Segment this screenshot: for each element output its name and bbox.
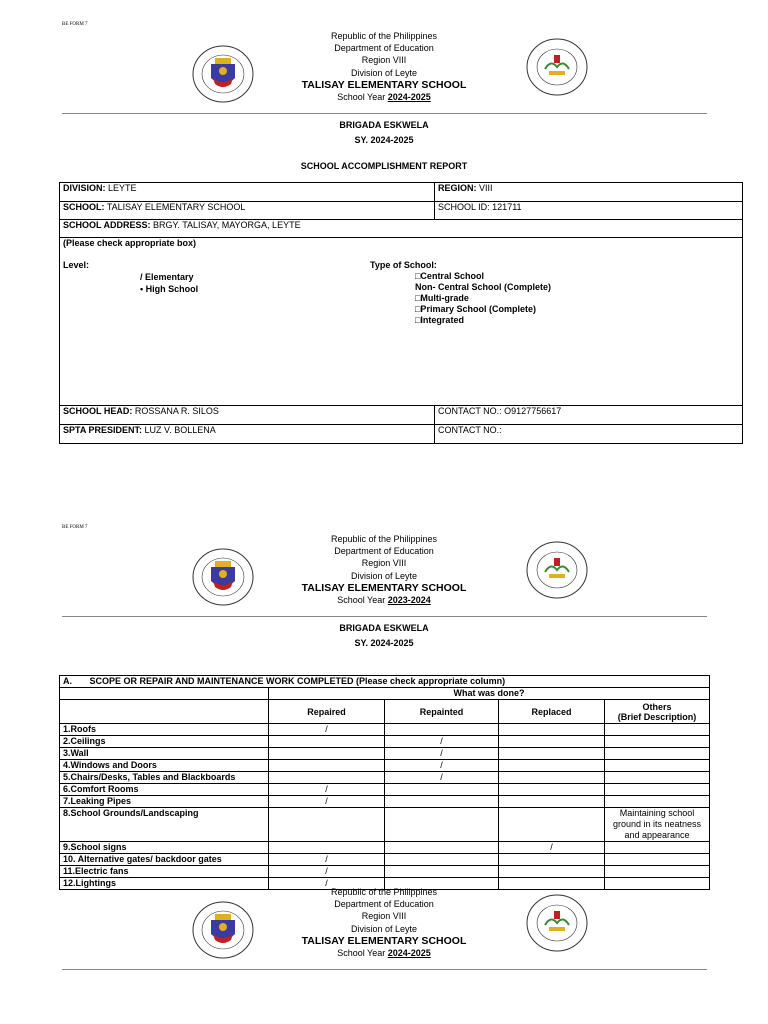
cell-repaired	[269, 760, 385, 772]
address-value: BRGY. TALISAY, MAYORGA, LEYTE	[150, 220, 301, 230]
page-header	[274, 886, 494, 959]
header-line: Division of Leyte	[350, 67, 418, 78]
division-label: DIVISION:	[63, 183, 106, 193]
header-line: Republic of the Philippines	[330, 534, 438, 544]
cell-repaired	[269, 748, 385, 760]
cell-repaired: /	[269, 724, 385, 736]
school-label: SCHOOL:	[63, 202, 105, 212]
cell-replaced	[499, 772, 605, 784]
header-line: Republic of the Philippines	[330, 887, 438, 897]
cell-others	[605, 878, 710, 890]
cell-item: 2.Ceilings	[60, 736, 269, 748]
division-value: LEYTE	[105, 183, 137, 193]
header-school-year	[274, 594, 494, 606]
level-elementary: / Elementary	[140, 272, 194, 282]
section-title: SCOPE OR REPAIR AND MAINTENANCE WORK COMPLETED (Please check appropriate column)	[89, 676, 506, 686]
spta-value: LUZ V. BOLLENA	[142, 425, 216, 435]
cell-item: 7.Leaking Pipes	[60, 796, 269, 808]
header-school: TALISAY ELEMENTARY SCHOOL	[301, 78, 467, 91]
school-id-cell: SCHOOL ID: 121711	[435, 202, 743, 220]
cell-item: 11.Electric fans	[60, 866, 269, 878]
divider	[62, 113, 707, 114]
cell-repaired	[269, 772, 385, 784]
table-row	[60, 736, 710, 748]
school-seal-icon	[525, 540, 589, 600]
cell-repaired	[269, 842, 385, 854]
deped-seal-icon	[191, 547, 255, 607]
header-school-year	[274, 947, 494, 959]
col-others: Others (Brief Description)	[605, 700, 710, 724]
cell-replaced	[499, 854, 605, 866]
col-replaced: Replaced	[499, 700, 605, 724]
deped-seal-graphic	[191, 44, 255, 104]
type-option: Non- Central School (Complete)	[415, 282, 552, 292]
blank-cell	[60, 688, 269, 700]
cell-replaced	[499, 724, 605, 736]
address-label: SCHOOL ADDRESS:	[63, 220, 151, 230]
divider	[62, 616, 707, 617]
page-header	[274, 30, 494, 103]
region-value: VIII	[476, 183, 493, 193]
type-option: □Integrated	[415, 315, 464, 325]
cell-repainted	[385, 808, 499, 842]
cell-others	[605, 724, 710, 736]
cell-replaced	[499, 808, 605, 842]
school-type-cell	[60, 238, 743, 406]
region-cell	[435, 183, 743, 202]
division-cell	[60, 183, 435, 202]
cell-replaced: /	[499, 842, 605, 854]
table-row	[60, 854, 710, 866]
form-number: BE FORM 7	[62, 22, 88, 27]
table-row	[60, 796, 710, 808]
table-row	[60, 748, 710, 760]
page1-sy: SY. 2024-2025	[354, 135, 414, 145]
region-label: REGION:	[438, 183, 477, 193]
type-option: □Central School	[415, 271, 484, 281]
cell-item: 3.Wall	[60, 748, 269, 760]
school-seal-graphic	[525, 893, 589, 953]
cell-others	[605, 866, 710, 878]
header-line: Department of Education	[334, 43, 434, 54]
check-note: (Please check appropriate box)	[63, 238, 197, 248]
sy-prefix: School Year	[337, 92, 388, 103]
header-school: TALISAY ELEMENTARY SCHOOL	[301, 934, 467, 947]
header-line: Region VIII	[361, 558, 407, 569]
header-school-year	[274, 91, 494, 103]
cell-replaced	[499, 748, 605, 760]
cell-item: 12.Lightings	[60, 878, 269, 890]
cell-replaced	[499, 866, 605, 878]
cell-others	[605, 760, 710, 772]
school-cell	[60, 202, 435, 220]
what-done-header: What was done?	[269, 688, 710, 700]
header-line: Department of Education	[334, 546, 434, 557]
cell-repainted	[385, 866, 499, 878]
cell-others	[605, 854, 710, 866]
header-line: Republic of the Philippines	[330, 31, 438, 41]
cell-item: 10. Alternative gates/ backdoor gates	[60, 854, 269, 866]
head-label: SCHOOL HEAD:	[63, 406, 133, 416]
spta-label: SPTA PRESIDENT:	[63, 425, 143, 435]
cell-repaired	[269, 736, 385, 748]
repair-rows	[60, 724, 710, 890]
table-row	[60, 808, 710, 842]
cell-others	[605, 772, 710, 784]
cell-others	[605, 748, 710, 760]
deped-seal-icon	[191, 44, 255, 104]
cell-others	[605, 736, 710, 748]
sy-prefix: School Year	[337, 948, 388, 959]
cell-repaired: /	[269, 796, 385, 808]
cell-repaired: /	[269, 866, 385, 878]
head-value: ROSSANA R. SILOS	[132, 406, 219, 416]
school-seal-graphic	[525, 540, 589, 600]
report-title: SCHOOL ACCOMPLISHMENT REPORT	[300, 161, 468, 171]
cell-repainted	[385, 842, 499, 854]
cell-repainted	[385, 724, 499, 736]
cell-others	[605, 784, 710, 796]
cell-replaced	[499, 784, 605, 796]
table-row	[60, 772, 710, 784]
cell-repainted: /	[385, 748, 499, 760]
school-value: TALISAY ELEMENTARY SCHOOL	[104, 202, 246, 212]
table-row	[60, 724, 710, 736]
page1-title: BRIGADA ESKWELA	[339, 120, 429, 130]
sy-value: 2024-2025	[387, 948, 431, 959]
col-repainted: Repainted	[385, 700, 499, 724]
cell-item: 5.Chairs/Desks, Tables and Blackboards	[60, 772, 269, 784]
col-repaired: Repaired	[269, 700, 385, 724]
header-line: Division of Leyte	[350, 570, 418, 581]
cell-repaired	[269, 808, 385, 842]
divider	[62, 969, 707, 970]
cell-repaired: /	[269, 784, 385, 796]
school-seal-icon	[525, 893, 589, 953]
school-seal-icon	[525, 37, 589, 97]
table-row	[60, 784, 710, 796]
type-option: □Primary School (Complete)	[415, 304, 536, 314]
cell-replaced	[499, 736, 605, 748]
school-head-cell	[60, 406, 435, 425]
cell-replaced	[499, 796, 605, 808]
header-line: Department of Education	[334, 899, 434, 910]
blank-cell	[60, 700, 269, 724]
cell-repainted: /	[385, 736, 499, 748]
type-option: □Multi-grade	[415, 293, 469, 303]
form-number: BE FORM 7	[62, 525, 88, 530]
deped-seal-graphic	[191, 547, 255, 607]
cell-repainted	[385, 854, 499, 866]
type-list	[415, 271, 551, 326]
sy-value: 2024-2025	[387, 92, 431, 103]
cell-repainted	[385, 784, 499, 796]
school-seal-graphic	[525, 37, 589, 97]
header-line: Region VIII	[361, 55, 407, 66]
page2-sy: SY. 2024-2025	[354, 638, 414, 648]
header-line: Region VIII	[361, 911, 407, 922]
cell-item: 4.Windows and Doors	[60, 760, 269, 772]
cell-item: 6.Comfort Rooms	[60, 784, 269, 796]
cell-repainted	[385, 796, 499, 808]
table-row	[60, 760, 710, 772]
cell-others	[605, 796, 710, 808]
table-row	[60, 842, 710, 854]
cell-item: 8.School Grounds/Landscaping	[60, 808, 269, 842]
sy-value: 2023-2024	[387, 595, 431, 606]
cell-replaced	[499, 760, 605, 772]
cell-others: Maintaining school ground in its neatness and appearance	[605, 808, 710, 842]
contact-cell: CONTACT NO.:	[435, 425, 743, 444]
school-info-table	[59, 182, 743, 444]
page-header	[274, 533, 494, 606]
cell-repaired: /	[269, 878, 385, 890]
cell-replaced	[499, 878, 605, 890]
contact-cell: CONTACT NO.: O9127756617	[435, 406, 743, 425]
level-label: Level:	[63, 260, 90, 270]
table-row	[60, 866, 710, 878]
deped-seal-graphic	[191, 900, 255, 960]
cell-repaired: /	[269, 854, 385, 866]
deped-seal-icon	[191, 900, 255, 960]
cell-repainted: /	[385, 760, 499, 772]
page2-title: BRIGADA ESKWELA	[339, 623, 429, 633]
header-school: TALISAY ELEMENTARY SCHOOL	[301, 581, 467, 594]
cell-item: 1.Roofs	[60, 724, 269, 736]
section-header	[60, 676, 710, 688]
section-letter: A.	[63, 676, 72, 686]
cell-others	[605, 842, 710, 854]
sy-prefix: School Year	[337, 595, 388, 606]
spta-cell	[60, 425, 435, 444]
address-cell	[60, 220, 743, 238]
cell-item: 9.School signs	[60, 842, 269, 854]
header-line: Division of Leyte	[350, 923, 418, 934]
type-label: Type of School:	[370, 260, 437, 270]
cell-repainted: /	[385, 772, 499, 784]
level-high-school: • High School	[140, 284, 199, 294]
repair-table	[59, 675, 710, 890]
